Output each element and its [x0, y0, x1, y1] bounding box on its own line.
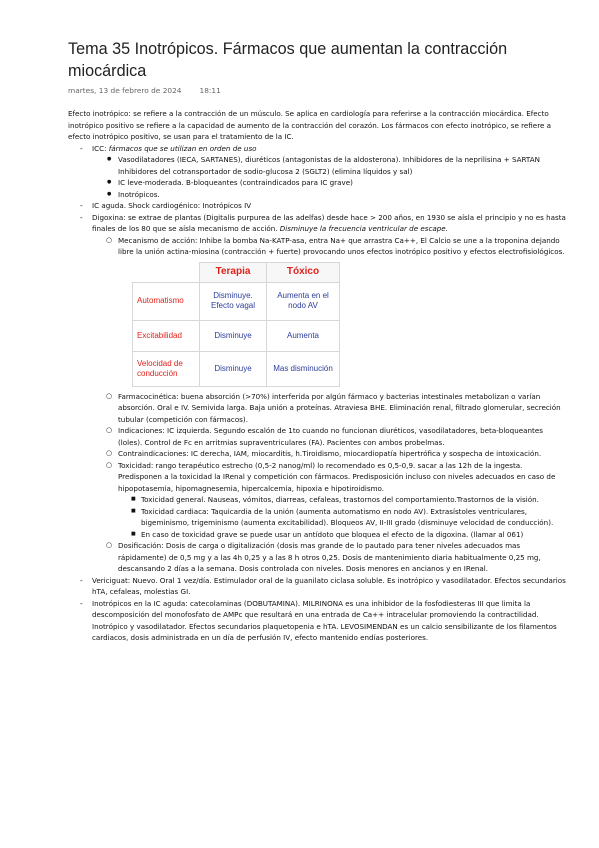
icc-label: ICC:	[92, 143, 109, 153]
table-cell: Disminuye. Efecto vagal	[200, 282, 267, 320]
list-item-contraindicaciones: ○ Contraindicaciones: IC derecha, IAM, miocarditis, h.Tiroidismo, miocardiopatía hipertrófica y sospecha de intoxicación.	[104, 448, 568, 460]
table-cell: Aumenta	[267, 320, 340, 351]
toxicidad-sublist	[128, 494, 568, 540]
table-cell: Disminuye	[200, 351, 267, 386]
table-header-empty	[133, 262, 200, 282]
table-header-row	[133, 262, 340, 282]
list-item-vericiguat: - Vericiguat: Nuevo. Oral 1 vez/día. Estimulador oral de la guanilato ciclasa soluble. Es inotrópico y vasodilatador. Efectos secundarios hTA, cefaleas, molestias GI.	[68, 575, 568, 598]
digoxina-text: Digoxina: se extrae de plantas (Digitalis purpurea de las adelfas) desde hace > 200 años, en 1930 se aísla el principio y no es hasta finales de los 80 que se aísla mecanismo de acción.	[92, 212, 566, 233]
page-title: Tema 35 Inotrópicos. Fármacos que aumentan la contracción miocárdica	[68, 40, 508, 80]
list-item: ● Inotrópicos.	[104, 189, 568, 201]
list-item: ● IC leve-moderada. B-bloqueantes (contraindicados para IC grave)	[104, 177, 568, 189]
list-item: ■ Toxicidad general. Nauseas, vómitos, diarreas, cefaleas, trastornos del comportamiento.Trastornos de la visión.	[128, 494, 568, 506]
table-cell: Disminuye	[200, 320, 267, 351]
table-cell: Aumenta en el nodo AV	[267, 282, 340, 320]
list-item-mecanismo	[104, 235, 568, 387]
table-header-toxico: Tóxico	[267, 262, 340, 282]
intro-paragraph: Efecto inotrópico: se refiere a la contracción de un músculo. Se aplica en cardiología para referirse a la contracción miocárdica. Efecto inotrópico positivo se refiere a la capacidad de aumento de la contracción del corazón. Los fármacos con efecto inotrópico, se refiere a efecto inotrópico positivo, se usan para el tratamiento de la IC.	[68, 109, 552, 141]
list-item: ■ Toxicidad cardiaca: Taquicardia de la unión (aumenta automatismo en nodo AV). Extrasístoles ventriculares, bigeminismo, trigeminismo (aumenta excitabilidad). Bloqueos AV, II-III grado (disminuye velocidad de conducción).	[128, 506, 568, 529]
table-row-label: Excitabilidad	[133, 320, 200, 351]
list-item-digoxina	[68, 212, 568, 575]
list-item-ic-aguda: - IC aguda. Shock cardiogénico: Inotrópicos IV	[68, 200, 568, 212]
digoxina-sublist	[104, 235, 568, 575]
list-item-toxicidad	[104, 460, 568, 541]
list-item-icc	[68, 143, 568, 201]
table-cell: Mas disminución	[267, 351, 340, 386]
digoxina-italic: Disminuye la frecuencia ventricular de escape.	[279, 224, 448, 233]
mecanismo-text: Mecanismo de acción: Inhibe la bomba Na-KATP-asa, entra Na+ que arrastra Ca++, El Calcio se une a la troponina dejando libre la unión actina-miosina (contracción + fuerte) provocando unos efectos inotrópico positivo y efectos electrofisiológicos.	[118, 235, 565, 256]
table-row-label: Automatismo	[133, 282, 200, 320]
icc-label-italic: fármacos que se utilizan en orden de uso	[108, 143, 257, 153]
effects-table	[132, 262, 340, 387]
list-item-inotropicos-ic: - Inotrópicos en la IC aguda: catecolaminas (DOBUTAMINA). MILRINONA es una inhibidor de la fosfodiesteras III que limita la descomposición del monofosfato de AMPc que resultará en una entrada de Ca++ intracelular promoviendo la contractilidad. Inotrópico y vasodilatador. Efectos secundarios plaquetopenia e hTA. LEVOSIMENDAN es un calcio sensibilizante de los filamentos cardiacos, dosis administrada en un día de perfusión IV, efecto mantenido endías posteriores.	[68, 598, 568, 644]
main-list	[68, 143, 568, 644]
list-item: ● Vasodilatadores (IECA, SARTANES), diuréticos (antagonistas de la aldosterona). Inhibidores de la neprilisina + SARTAN Inhibidores del cotransportador de sodio-glucosa 2 (SGLT2) (elimina líquidos y sal)	[104, 154, 568, 177]
table-row-label: Velocidad de conducción	[133, 351, 200, 386]
note-time: 18:11	[199, 86, 221, 95]
table-row	[133, 320, 340, 351]
list-item: ■ En caso de toxicidad grave se puede usar un antídoto que bloquea el efecto de la digoxina. (llamar al 061)	[128, 529, 568, 541]
list-item-farmacocinetica: ○ Farmacocinética: buena absorción (>70%) interferida por algún fármaco y bacterias intestinales metabolizan o varían absorción. Oral e IV. Semivida larga. Baja unión a proteínas. Atraviesa BHE. Eliminación renal, filtrado glomerular, secreción tubular (competición con fármacos).	[104, 391, 568, 426]
list-item-indicaciones: ○ Indicaciones: IC izquierda. Segundo escalón de 1to cuando no funcionan diuréticos, vasodilatadores, beta-bloqueantes (loles). Control de Fc en arritmias supraventriculares (FA). Pacientes con ambos probelmas.	[104, 425, 568, 448]
table-row	[133, 282, 340, 320]
table-row	[133, 351, 340, 386]
note-timestamp	[68, 86, 221, 95]
note-body	[68, 108, 568, 644]
note-date: martes, 13 de febrero de 2024	[68, 86, 182, 95]
table-header-terapia: Terapia	[200, 262, 267, 282]
icc-sublist	[104, 154, 568, 200]
list-item-dosificacion: ○ Dosificación: Dosis de carga o digitalización (dosis mas grande de lo pautado para tener niveles adecuados mas rápidamente) de 0,5 mg y a las 4h 0,25 y a las 8 h otros 0,25. Dosis de mantenimiento diaria habitualmente 0,25 mg, descansando 2 días a la semana. Dosis controlada con niveles. Dosis menores en ancianos y en IRenal.	[104, 540, 568, 575]
toxicidad-text: Toxicidad: rango terapéutico estrecho (0,5-2 nanog/ml) lo recomendado es 0,5-0,9. sacar a las 12h de la ingesta. Predisponen a la toxicidad la IRenal y competición con fármacos. Predisposición incluso con niveles adecuados en caso de hipopotasemia, hipomagnesemia, hipercalcemia, hipoxia e hipotiroidismo.	[118, 460, 556, 493]
